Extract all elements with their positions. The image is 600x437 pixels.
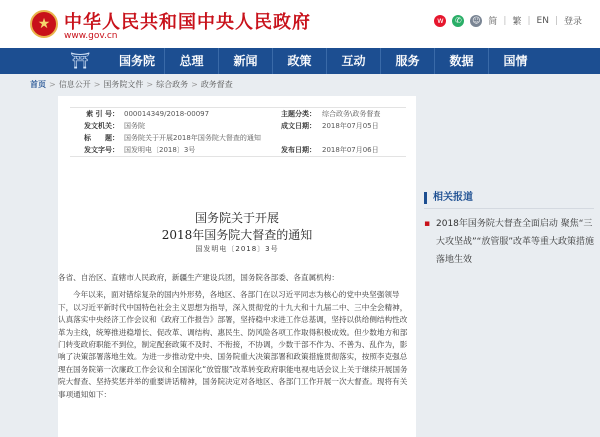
related-reports-heading: 相关报道 (424, 192, 594, 204)
login-link[interactable]: 登录 (563, 17, 582, 27)
article-title-line-2: 2018年国务院大督查的通知 (161, 228, 313, 242)
nav-item-news[interactable]: 新闻 (218, 48, 272, 74)
breadcrumb-separator: > (93, 80, 101, 89)
site-url: www.gov.cn (64, 31, 118, 41)
breadcrumb-item[interactable]: 综合政务 (156, 80, 189, 89)
main-nav (0, 48, 600, 74)
breadcrumb-separator: > (191, 80, 198, 89)
doc-number-value: 国发明电〔2018〕3号 (124, 146, 196, 154)
wechat-icon[interactable]: ✆ (452, 15, 464, 27)
site-title[interactable]: 中华人民共和国中央人民政府 (64, 12, 311, 33)
related-report-item[interactable] (424, 215, 594, 269)
breadcrumb-item[interactable]: 信息公开 (58, 80, 91, 89)
breadcrumb-home[interactable]: 首页 (30, 80, 46, 89)
nav-item-data[interactable]: 数据 (434, 48, 488, 74)
breadcrumb-separator: > (49, 80, 56, 89)
divider: | (503, 15, 507, 26)
meta-row (70, 144, 406, 156)
breadcrumb-item[interactable]: 政务督查 (200, 80, 233, 89)
lang-english[interactable]: EN (536, 15, 549, 26)
subject-label: 主题分类： (281, 110, 316, 118)
divider (424, 208, 594, 209)
subject-value: 综合政务\政务督查 (322, 110, 381, 118)
divider: | (554, 15, 558, 26)
nav-item-interaction[interactable]: 互动 (326, 48, 380, 74)
lang-simplified[interactable]: 简 (488, 17, 498, 27)
utility-bar (434, 14, 582, 27)
article-salutation: 各省、自治区、直辖市人民政府，新疆生产建设兵团，国务院各部委、各直属机构： (58, 273, 339, 282)
nav-item-policy[interactable]: 政策 (272, 48, 326, 74)
related-report-link[interactable]: 2018年国务院大督查全面启动 聚焦“三大攻坚战”“放管服”改革等重大政策措施落地生效 (436, 219, 594, 265)
title-value: 国务院关于开展2018年国务院大督查的通知 (124, 134, 261, 142)
title-label: 标 题： (84, 134, 119, 142)
issuer-value: 国务院 (124, 122, 145, 130)
breadcrumb (30, 79, 233, 90)
issuer-label: 发文机关： (84, 122, 119, 130)
divider: | (527, 15, 531, 26)
article-body (58, 272, 414, 401)
meta-row (70, 132, 406, 144)
related-reports (424, 192, 594, 269)
breadcrumb-separator: > (146, 80, 154, 89)
tiananmen-icon: ⛩ (70, 51, 91, 70)
date-created-value: 2018年07月05日 (322, 122, 379, 130)
date-published-value: 2018年07月06日 (322, 146, 379, 154)
national-emblem-icon[interactable]: ★ (30, 10, 58, 38)
article-doc-number: 国发明电〔2018〕3号 (195, 245, 279, 253)
nav-item-premier[interactable]: 总理 (164, 48, 218, 74)
date-created-label: 成文日期： (281, 122, 316, 130)
breadcrumb-item[interactable]: 国务院文件 (103, 80, 144, 89)
nav-item-national-info[interactable]: 国情 (488, 48, 542, 74)
meta-row (70, 120, 406, 132)
site-header (0, 0, 600, 48)
weibo-icon[interactable]: w (434, 15, 446, 27)
article-title-line-1: 国务院关于开展 (194, 211, 279, 225)
date-published-label: 发布日期： (281, 146, 316, 154)
lang-traditional[interactable]: 繁 (512, 17, 522, 27)
user-icon[interactable]: ☺ (472, 16, 481, 25)
document-metadata-table (70, 107, 406, 157)
doc-number-label: 发文字号： (84, 146, 119, 154)
meta-row (70, 108, 406, 120)
nav-item-state-council[interactable]: 国务院 (118, 54, 155, 68)
index-number-label: 索 引 号： (86, 110, 119, 118)
article-paragraph: 今年以来，面对错综复杂的国内外形势，各地区、各部门在以习近平同志为核心的党中央坚强领导下，以习近平新时代中国特色社会主义思想为指导，深入贯彻党的十九大和十九届二中、三中全会精神，认真落实中央经济工作会议和《政府工作报告》部署，坚持稳中求进工作总基调，坚持以供给侧结构性改革为主线，统筹推进稳增长、促改革、调结构、惠民生、防风险各项工作取得积极成效。但少数地方和部门转变政府职能不到位，制定配套政策不及时、不衔接，不协调，少数干部不作为、不善为、乱作为，影响了决策部署落地生效。为进一步推动党中央、国务院重大决策部署和政策措施贯彻落实，按照李克强总理在国务院第一次廉政工作会议和全国深化“放管服”改革转变政府职能电视电话会议上关于继续开展国务院大督查、坚持奖惩并举的重要讲话精神，国务院决定对各地区、各部门工作开展一次大督查。现将有关事项通知如下： (58, 290, 408, 399)
index-number-value: 000014349/2018-00097 (124, 110, 210, 118)
bullet-icon: ▪ (424, 219, 431, 229)
nav-item-services[interactable]: 服务 (380, 48, 434, 74)
